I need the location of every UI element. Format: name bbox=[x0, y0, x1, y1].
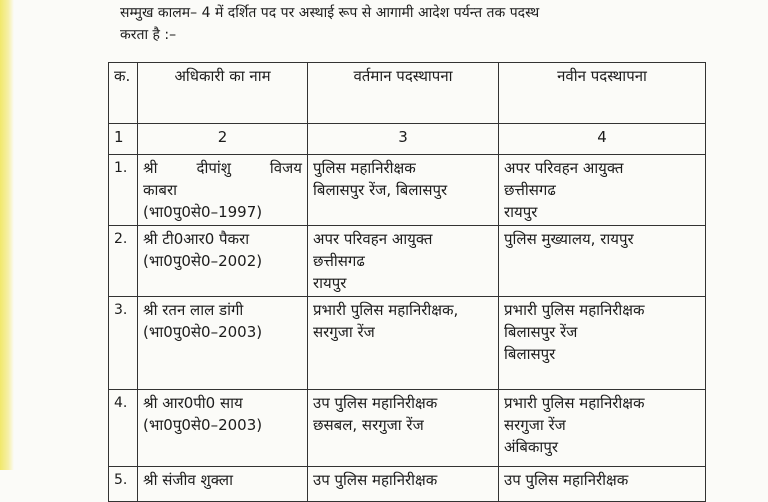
new-posting-line: बिलासपुर bbox=[504, 345, 556, 363]
current-posting-cell bbox=[308, 155, 499, 226]
current-posting-line: अपर परिवहन आयुक्त bbox=[313, 230, 433, 248]
name-word: दीपांशु bbox=[196, 159, 231, 177]
new-posting-cell bbox=[499, 467, 706, 502]
current-posting-line: उप पुलिस महानिरीक्षक bbox=[313, 394, 438, 412]
officer-name-cell bbox=[138, 467, 308, 502]
table-row bbox=[109, 226, 706, 297]
new-posting-line: सरगुजा रेंज bbox=[504, 416, 566, 434]
current-posting-line: बिलासपुर रेंज, बिलासपुर bbox=[313, 181, 448, 199]
current-posting-cell bbox=[308, 297, 499, 390]
name-word: विजय bbox=[269, 159, 302, 177]
new-posting-cell bbox=[499, 390, 706, 467]
table-header-row bbox=[109, 63, 706, 124]
row-serial: 2. bbox=[109, 226, 138, 297]
new-posting-line: रायपुर bbox=[504, 203, 538, 221]
new-posting-line: प्रभारी पुलिस महानिरीक्षक bbox=[504, 394, 645, 412]
new-posting-line: उप पुलिस महानिरीक्षक bbox=[504, 471, 629, 489]
new-posting-line: पुलिस मुख्यालय, रायपुर bbox=[504, 230, 634, 248]
intro-line-1: सम्मुख कालम– 4 में दर्शित पद पर अस्थाई रूप से आगामी आदेश पर्यन्त तक पदस्थ bbox=[120, 5, 540, 21]
intro-line-2: करता है :– bbox=[120, 27, 177, 43]
officer-name-line: काबरा bbox=[143, 181, 177, 199]
current-posting-line: प्रभारी पुलिस महानिरीक्षक, bbox=[313, 301, 459, 319]
officer-batch: (भा0पु0से0–2003) bbox=[143, 416, 263, 434]
header-officer-name: अधिकारी का नाम bbox=[138, 63, 308, 124]
current-posting-line: पुलिस महानिरीक्षक bbox=[313, 159, 416, 177]
header-new-posting: नवीन पदस्थापना bbox=[499, 63, 706, 124]
transfer-table bbox=[108, 62, 706, 502]
table-row bbox=[109, 390, 706, 467]
column-number: 4 bbox=[499, 124, 706, 155]
officer-name-line: श्री टी0आर0 पैकरा bbox=[143, 230, 250, 248]
page-edge-highlight bbox=[0, 0, 14, 470]
row-serial: 5. bbox=[109, 467, 138, 502]
officer-name-cell bbox=[138, 390, 308, 467]
new-posting-line: अंबिकापुर bbox=[504, 438, 558, 456]
current-posting-line: छसबल, सरगुजा रेंज bbox=[313, 416, 424, 434]
officer-name-line: श्री रतन लाल डांगी bbox=[143, 301, 244, 319]
officer-name-cell bbox=[138, 226, 308, 297]
new-posting-line: बिलासपुर रेंज bbox=[504, 323, 578, 341]
new-posting-cell bbox=[499, 297, 706, 390]
header-serial: क. bbox=[109, 63, 138, 124]
current-posting-line: सरगुजा रेंज bbox=[313, 323, 375, 341]
new-posting-line: प्रभारी पुलिस महानिरीक्षक bbox=[504, 301, 645, 319]
column-number-row bbox=[109, 124, 706, 155]
officer-batch: (भा0पु0से0–1997) bbox=[143, 203, 263, 221]
table-row bbox=[109, 297, 706, 390]
header-current-posting: वर्तमान पदस्थापना bbox=[308, 63, 499, 124]
current-posting-line: रायपुर bbox=[313, 274, 347, 292]
officer-name-line: श्री संजीव शुक्ला bbox=[143, 471, 233, 489]
officer-name-line bbox=[143, 157, 302, 179]
column-number: 3 bbox=[308, 124, 499, 155]
row-serial: 4. bbox=[109, 390, 138, 467]
officer-batch: (भा0पु0से0–2003) bbox=[143, 323, 263, 341]
new-posting-line: अपर परिवहन आयुक्त bbox=[504, 159, 624, 177]
new-posting-cell bbox=[499, 226, 706, 297]
officer-name-cell bbox=[138, 297, 308, 390]
column-number: 1 bbox=[109, 124, 138, 155]
row-serial: 3. bbox=[109, 297, 138, 390]
new-posting-line: छत्तीसगढ bbox=[504, 181, 556, 199]
current-posting-line: छत्तीसगढ bbox=[313, 252, 365, 270]
new-posting-cell bbox=[499, 155, 706, 226]
officer-name-line: श्री आर0पी0 साय bbox=[143, 394, 243, 412]
name-word: श्री bbox=[143, 159, 158, 177]
table-row bbox=[109, 467, 706, 502]
current-posting-cell bbox=[308, 390, 499, 467]
current-posting-cell bbox=[308, 467, 499, 502]
intro-paragraph bbox=[120, 2, 760, 46]
officer-name-cell bbox=[138, 155, 308, 226]
table-row bbox=[109, 155, 706, 226]
current-posting-cell bbox=[308, 226, 499, 297]
current-posting-line: उप पुलिस महानिरीक्षक bbox=[313, 471, 438, 489]
row-serial: 1. bbox=[109, 155, 138, 226]
column-number: 2 bbox=[138, 124, 308, 155]
officer-batch: (भा0पु0से0–2002) bbox=[143, 252, 263, 270]
